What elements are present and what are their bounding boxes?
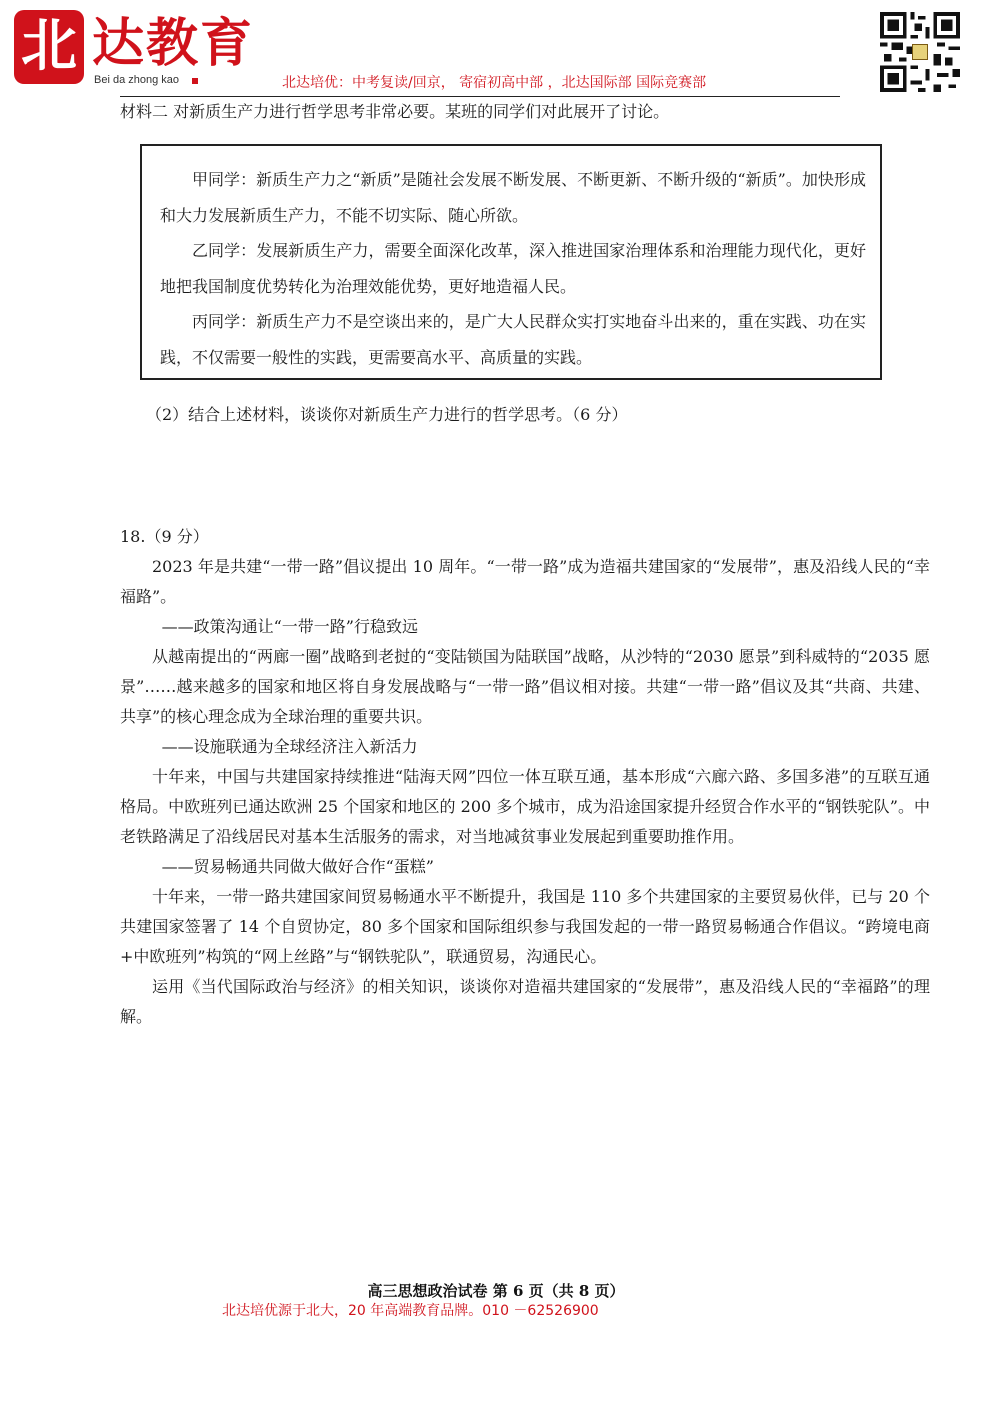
header-rule xyxy=(120,96,840,97)
quote-student-b: 乙同学：发展新质生产力，需要全面深化改革，深入推进国家治理体系和治理能力现代化，更好地把我国制度优势转化为治理效能优势，更好地造福人民。 xyxy=(160,241,866,296)
q18-task: 运用《当代国际政治与经济》的相关知识，谈谈你对造福共建国家的“发展带”，惠及沿线人民的“幸福路”的理解。 xyxy=(120,977,930,1026)
q18-heading-infrastructure: ——设施联通为全球经济注入新活力 xyxy=(161,737,418,756)
logo-mark: 北 xyxy=(14,10,84,84)
q18-heading-trade: ——贸易畅通共同做大做好合作“蛋糕” xyxy=(161,857,434,876)
logo-subtitle: Bei da zhong kao xyxy=(94,74,180,86)
page-footer: 高三思想政治试卷 第 6 页（共 8 页） xyxy=(367,1282,625,1300)
logo-dot xyxy=(192,78,198,84)
qr-code-icon xyxy=(880,12,960,92)
q18-intro: 2023 年是共建“一带一路”倡议提出 10 周年。“一带一路”成为造福共建国家的“发展带”，惠及沿线人民的“幸福路”。 xyxy=(120,557,930,606)
discussion-box xyxy=(140,144,882,380)
q18-paragraph-trade: 十年来，一带一路共建国家间贸易畅通水平不断提升，我国是 110 多个共建国家的主要贸易伙伴，已与 20 个共建国家签署了 14 个自贸协定，80 多个国家和国际组织参与我国发起的一带一路贸易畅通合作倡议。“跨境电商+中欧班列”构筑的“网上丝路”与“钢铁驼队”，联通贸易，沟通民心。 xyxy=(120,887,930,966)
question-2: （2）结合上述材料，谈谈你对新质生产力进行的哲学思考。（6 分） xyxy=(146,405,628,424)
q18-paragraph-infrastructure: 十年来，中国与共建国家持续推进“陆海天网”四位一体互联互通，基本形成“六廊六路、多国多港”的互联互通格局。中欧班列已通达欧洲 25 个国家和地区的 200 多个城市，成为沿途国家提升经贸合作水平的“钢铁驼队”。中老铁路满足了沿线居民对基本生活服务的需求，对当地减贫事业发展起到重要助推作用。 xyxy=(120,767,930,846)
q18-heading-policy: ——政策沟通让“一带一路”行稳致远 xyxy=(161,617,418,636)
logo-name: 达教育 xyxy=(92,13,255,74)
material-stem: 材料二 对新质生产力进行哲学思考非常必要。某班的同学们对此展开了讨论。 xyxy=(120,102,670,121)
header-slogan: 北达培优：中考复读/回京， 寄宿初高中部 ，北达国际部 国际竞赛部 xyxy=(282,75,707,91)
quote-student-c: 丙同学：新质生产力不是空谈出来的，是广大人民群众实打实地奋斗出来的，重在实践、功在实践，不仅需要一般性的实践，更需要高水平、高质量的实践。 xyxy=(160,312,866,367)
quote-student-a: 甲同学：新质生产力之“新质”是随社会发展不断发展、不断更新、不断升级的“新质”。加快形成和大力发展新质生产力，不能不切实际、随心所欲。 xyxy=(160,170,866,225)
footer-slogan: 北达培优源于北大，20 年高端教育品牌。010 －62526900 xyxy=(222,1303,599,1319)
question-18 xyxy=(120,522,930,1032)
q18-paragraph-policy: 从越南提出的“两廊一圈”战略到老挝的“变陆锁国为陆联国”战略，从沙特的“2030 愿景”到科威特的“2035 愿景”……越来越多的国家和地区将自身发展战略与“一带一路”倡议相对接。共建“一带一路”倡议及其“共商、共建、共享”的核心理念成为全球治理的重要共识。 xyxy=(120,647,930,726)
question-number: 18.（9 分） xyxy=(120,527,209,546)
